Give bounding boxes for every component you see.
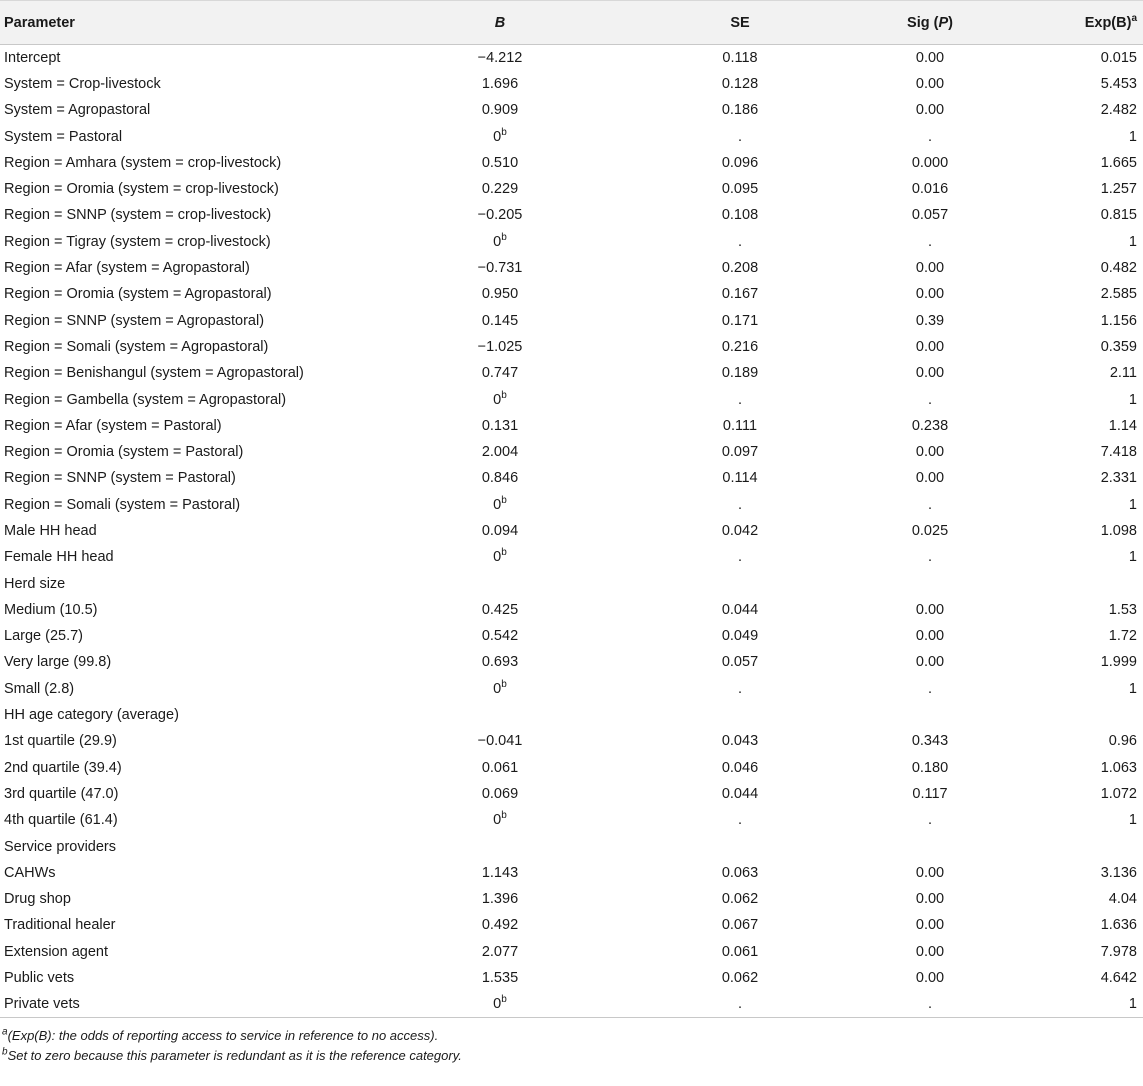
cell-se: 0.062 [721, 891, 759, 908]
footnote-mark: b [501, 494, 507, 506]
cell-parameter: Region = Afar (system = Pastoral) [4, 417, 222, 434]
cell-expb: 1.257 [1100, 181, 1137, 198]
cell-se: 0.043 [721, 733, 759, 750]
table-row [0, 676, 1143, 702]
cell-b: 0$^b$ [493, 126, 507, 145]
cell-b: 2.004 [481, 444, 519, 461]
cell-se: 0.118 [722, 49, 758, 66]
cell-expb: 1 [1128, 496, 1137, 513]
table-row [0, 965, 1143, 991]
header-b: B [355, 1, 645, 45]
table-row [0, 886, 1143, 912]
cell-se: 0.097 [721, 444, 759, 461]
cell-b: 0.747 [481, 365, 519, 382]
cell-parameter: 3rd quartile (47.0) [4, 785, 119, 802]
cell-b: 0.846 [481, 470, 519, 487]
cell-sig: 0.00 [915, 470, 945, 487]
cell-se: 0.167 [721, 286, 759, 303]
cell-parameter: Region = SNNP (system = Pastoral) [4, 470, 236, 487]
cell-b: 0$^b$ [493, 810, 507, 829]
cell-se: 0.044 [721, 785, 759, 802]
cell-sig: 0.117 [912, 785, 948, 802]
cell-se: 0.186 [721, 102, 759, 119]
cell-se: 0.063 [721, 864, 759, 881]
table-row [0, 334, 1143, 360]
cell-expb: 1 [1025, 991, 1143, 1017]
cell-sig [835, 570, 1025, 596]
cell-expb [1025, 833, 1143, 859]
cell-b: 0.693 [481, 654, 519, 671]
cell-se: 0.044 [721, 601, 759, 618]
header-se: SE [645, 1, 835, 45]
table-header-row [0, 1, 1143, 45]
table-row [0, 518, 1143, 544]
cell-expb: 0.359 [1100, 338, 1137, 355]
cell-sig: 0.00 [915, 49, 945, 66]
cell-se: 0.108 [721, 207, 759, 224]
table-body [0, 45, 1143, 1018]
cell-se: . [737, 549, 743, 566]
footnote-mark: b [501, 231, 507, 243]
footnote-mark: b [501, 389, 507, 401]
cell-se: 0.189 [721, 365, 759, 382]
cell-sig: . [927, 812, 933, 829]
cell-sig: . [927, 549, 933, 566]
cell-b: 1.396 [481, 891, 519, 908]
table-row [0, 781, 1143, 807]
cell-b: 0.131 [481, 417, 519, 434]
table-row [0, 465, 1143, 491]
cell-b: 0$^b$ [493, 494, 507, 513]
cell-sig: 0.00 [915, 891, 945, 908]
table-row [0, 649, 1143, 675]
cell-b: 0$^b$ [493, 678, 507, 697]
cell-parameter: Region = Somali (system = Pastoral) [4, 496, 241, 513]
cell-parameter: Drug shop [4, 891, 71, 908]
cell-sig: 0.00 [915, 601, 945, 618]
cell-sig: 0.016 [911, 181, 949, 198]
cell-parameter: Herd size [4, 575, 66, 592]
table-row [0, 281, 1143, 307]
cell-se: . [737, 496, 743, 513]
cell-b: 0$^b$ [493, 231, 507, 250]
cell-parameter: System = Crop-livestock [4, 75, 161, 92]
cell-sig: 0.00 [915, 917, 945, 934]
cell-se: . [737, 233, 743, 250]
cell-parameter: Traditional healer [4, 917, 116, 934]
cell-expb: 1.999 [1100, 654, 1137, 671]
table-row [0, 702, 1143, 728]
cell-parameter: Extension agent [4, 943, 108, 960]
cell-parameter: Region = SNNP (system = Agropastoral) [4, 312, 265, 329]
cell-expb [1025, 570, 1143, 596]
cell-se: 0.096 [721, 154, 759, 171]
table-row [0, 991, 1143, 1017]
cell-expb: 2.585 [1100, 286, 1137, 303]
cell-sig: 0.39 [915, 312, 945, 329]
cell-se [645, 833, 835, 859]
cell-se: 0.171 [721, 312, 759, 329]
table-row [0, 912, 1143, 938]
cell-sig: . [927, 128, 933, 145]
cell-se: . [737, 128, 743, 145]
cell-expb: 1 [1128, 812, 1137, 829]
cell-se: 0.216 [721, 338, 759, 355]
cell-b: 0$^b$ [493, 547, 507, 566]
cell-sig: 0.025 [911, 522, 949, 539]
cell-sig: 0.00 [915, 75, 945, 92]
table-row [0, 492, 1143, 518]
cell-parameter: Intercept [4, 49, 61, 66]
cell-b: 0.909 [481, 102, 519, 119]
cell-parameter: Medium (10.5) [4, 601, 98, 618]
header-sig: Sig (P) [835, 1, 1025, 45]
cell-parameter: 4th quartile (61.4) [4, 812, 118, 829]
table-row [0, 71, 1143, 97]
cell-parameter: Region = SNNP (system = crop-livestock) [4, 207, 272, 224]
cell-parameter: Very large (99.8) [4, 654, 112, 671]
cell-sig: 0.00 [915, 286, 945, 303]
cell-b: 1.696 [481, 75, 519, 92]
cell-se: . [645, 991, 835, 1017]
header-expb: $Exp(B)^a$ [1025, 1, 1143, 45]
cell-sig [835, 702, 1025, 728]
cell-sig: 0.00 [915, 654, 945, 671]
cell-se: . [737, 812, 743, 829]
table-row [0, 386, 1143, 412]
cell-expb: 4.642 [1100, 970, 1137, 987]
cell-parameter: Service providers [4, 838, 117, 855]
cell-expb: 1.098 [1100, 522, 1137, 539]
cell-se: 0.208 [721, 260, 759, 277]
table-row [0, 755, 1143, 781]
cell-se [645, 702, 835, 728]
cell-parameter: Region = Afar (system = Agropastoral) [4, 260, 250, 277]
table-row [0, 202, 1143, 228]
cell-b: 0.510 [481, 154, 519, 171]
cell-b: 2.077 [481, 943, 519, 960]
table-row [0, 176, 1143, 202]
cell-b [355, 570, 645, 596]
cell-sig: 0.00 [915, 338, 945, 355]
cell-parameter: 2nd quartile (39.4) [4, 759, 122, 776]
cell-expb: 7.978 [1100, 943, 1137, 960]
cell-expb: 1 [1128, 233, 1137, 250]
cell-b: 0.094 [481, 522, 519, 539]
cell-parameter: Region = Oromia (system = Agropastoral) [4, 286, 272, 303]
cell-sig: 0.343 [911, 733, 949, 750]
cell-se: 0.049 [721, 628, 759, 645]
footnote-a: $^a$(Exp(B): the odds of reporting access to service in reference to no access). [2, 1026, 439, 1043]
table-row [0, 860, 1143, 886]
cell-b: −0.205 [477, 207, 523, 224]
cell-sig: 0.00 [915, 260, 945, 277]
cell-b: 1.535 [481, 970, 519, 987]
cell-expb: 7.418 [1100, 444, 1137, 461]
cell-expb: 1.53 [1108, 601, 1137, 618]
table-row [0, 307, 1143, 333]
table-row [0, 413, 1143, 439]
table-row [0, 833, 1143, 859]
cell-parameter: System = Agropastoral [4, 102, 151, 119]
cell-se: 0.046 [721, 759, 759, 776]
table-row [0, 623, 1143, 649]
cell-sig: 0.00 [915, 628, 945, 645]
footnote-mark: b [501, 126, 507, 138]
cell-expb: 1 [1128, 549, 1137, 566]
cell-b: 0.061 [481, 759, 519, 776]
cell-expb [1025, 702, 1143, 728]
cell-b [355, 833, 645, 859]
cell-sig: 0.00 [915, 943, 945, 960]
cell-expb: 0.96 [1108, 733, 1137, 750]
header-parameter: Parameter [0, 1, 355, 45]
cell-parameter: 1st quartile (29.9) [4, 733, 117, 750]
cell-expb: 1.063 [1100, 759, 1137, 776]
cell-expb: 0.482 [1100, 260, 1137, 277]
cell-expb: 1 [1128, 128, 1137, 145]
footnote-mark: b [501, 678, 507, 690]
cell-b: −0.041 [477, 733, 523, 750]
cell-parameter: Large (25.7) [4, 628, 83, 645]
cell-se: 0.061 [721, 943, 759, 960]
cell-b: 0$^b$ [355, 991, 645, 1017]
table-row [0, 150, 1143, 176]
cell-parameter: Male HH head [4, 522, 97, 539]
cell-sig: 0.000 [911, 154, 949, 171]
cell-expb: 1.665 [1100, 154, 1137, 171]
cell-se: 0.062 [721, 970, 759, 987]
cell-parameter: Region = Benishangul (system = Agropastoral) [4, 365, 304, 382]
cell-sig: 0.238 [911, 417, 949, 434]
cell-parameter: Small (2.8) [4, 680, 75, 697]
cell-sig: 0.00 [915, 864, 945, 881]
cell-expb: 4.04 [1108, 891, 1137, 908]
table-row [0, 728, 1143, 754]
cell-sig: . [927, 391, 933, 408]
cell-sig: 0.00 [915, 444, 945, 461]
footnote-b: $^b$Set to zero because this parameter is redundant as it is the reference category. [2, 1046, 462, 1063]
cell-se [645, 570, 835, 596]
cell-se: . [737, 391, 743, 408]
cell-b: 0.425 [481, 601, 519, 618]
table-row [0, 123, 1143, 149]
table-row [0, 544, 1143, 570]
cell-parameter: Region = Amhara (system = crop-livestock) [4, 154, 282, 171]
cell-expb: 1.14 [1108, 417, 1137, 434]
cell-expb: 1 [1128, 391, 1137, 408]
cell-se: . [737, 680, 743, 697]
table-row [0, 439, 1143, 465]
footnote-mark: b [501, 994, 507, 1006]
cell-sig: . [927, 233, 933, 250]
cell-b [355, 702, 645, 728]
cell-expb: 1.636 [1100, 917, 1137, 934]
cell-sig: . [927, 496, 933, 513]
table-row [0, 597, 1143, 623]
cell-sig: 0.180 [911, 759, 949, 776]
cell-b: 0.145 [481, 312, 519, 329]
cell-b: −1.025 [477, 338, 523, 355]
cell-parameter: HH age category (average) [4, 707, 179, 724]
table-row [0, 570, 1143, 596]
cell-expb: 1 [1128, 680, 1137, 697]
cell-expb: 3.136 [1100, 864, 1137, 881]
cell-sig: . [927, 680, 933, 697]
cell-parameter: Region = Somali (system = Agropastoral) [4, 338, 269, 355]
table-row [0, 255, 1143, 281]
cell-sig: 0.00 [915, 102, 945, 119]
table-row [0, 229, 1143, 255]
cell-expb: 0.015 [1100, 49, 1137, 66]
cell-expb: 2.331 [1100, 470, 1137, 487]
cell-sig: 0.057 [911, 207, 949, 224]
cell-parameter: Region = Tigray (system = crop-livestock) [4, 233, 271, 250]
cell-expb: 1.156 [1100, 312, 1137, 329]
cell-se: 0.042 [721, 522, 759, 539]
cell-se: 0.114 [722, 470, 758, 487]
cell-b: −0.731 [477, 260, 523, 277]
cell-parameter: Female HH head [4, 549, 114, 566]
cell-b: 0.492 [481, 917, 519, 934]
cell-parameter: Region = Gambella (system = Agropastoral) [4, 391, 287, 408]
cell-parameter: CAHWs [4, 864, 56, 881]
cell-se: 0.067 [721, 917, 759, 934]
table-row [0, 45, 1143, 71]
cell-b: 0.229 [481, 181, 519, 198]
cell-b: 0$^b$ [493, 389, 507, 408]
cell-sig: 0.00 [915, 970, 945, 987]
cell-parameter: Public vets [4, 970, 75, 987]
cell-expb: 2.11 [1109, 365, 1137, 382]
cell-b: 0.542 [481, 628, 519, 645]
cell-expb: 5.453 [1100, 75, 1137, 92]
table-row [0, 939, 1143, 965]
footnote-mark: b [501, 810, 507, 822]
table-row [0, 360, 1143, 386]
cell-sig [835, 833, 1025, 859]
cell-sig: . [835, 991, 1025, 1017]
cell-se: 0.128 [721, 75, 759, 92]
cell-b: 0.950 [481, 286, 519, 303]
cell-expb: 1.072 [1100, 785, 1137, 802]
cell-b: 1.143 [481, 864, 519, 881]
cell-expb: 2.482 [1100, 102, 1137, 119]
cell-parameter: Private vets [0, 991, 355, 1017]
table-row [0, 97, 1143, 123]
cell-expb: 0.815 [1100, 207, 1137, 224]
cell-parameter: Region = Oromia (system = Pastoral) [4, 444, 244, 461]
table-row [0, 807, 1143, 833]
footnote-mark: b [501, 547, 507, 559]
cell-se: 0.095 [721, 181, 759, 198]
cell-b: 0.069 [481, 785, 519, 802]
cell-expb: 1.72 [1108, 628, 1137, 645]
cell-sig: 0.00 [915, 365, 945, 382]
cell-parameter: Region = Oromia (system = crop-livestock) [4, 181, 279, 198]
cell-parameter: System = Pastoral [4, 128, 123, 145]
cell-se: 0.057 [721, 654, 759, 671]
cell-b: −4.212 [477, 49, 523, 66]
cell-se: 0.111 [722, 417, 758, 434]
